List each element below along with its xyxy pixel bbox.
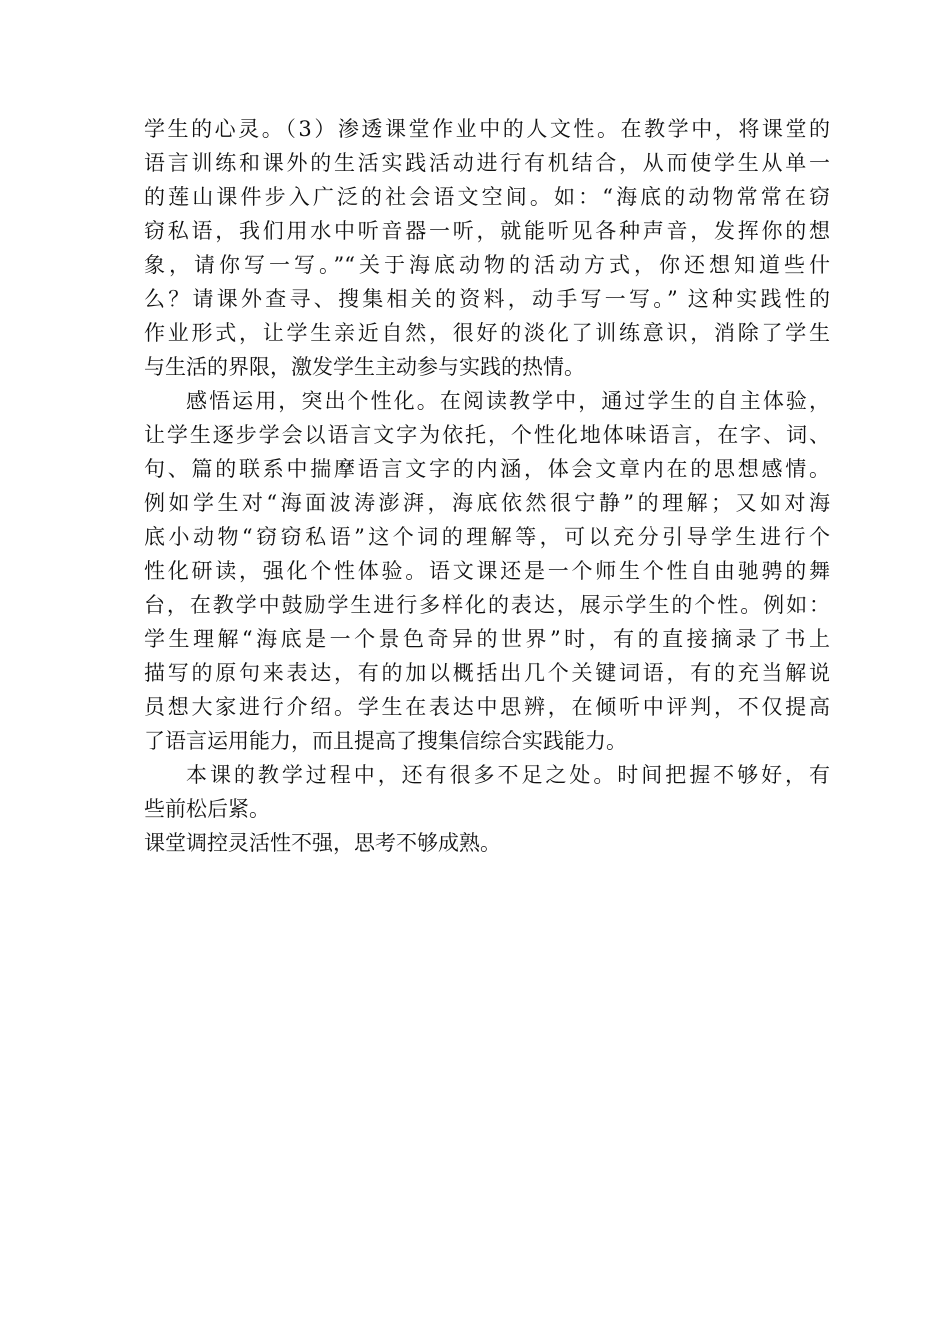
paragraph-classroom-control — [144, 826, 830, 860]
text-line: 作业形式，让学生亲近自然，很好的淡化了训练意识，消除了学生 — [144, 321, 830, 345]
text-line: 员想大家进行介绍。学生在表达中思辨，在倾听中评判，不仅提高 — [144, 695, 830, 719]
text-line: 底小动物“窃窃私语”这个词的理解等，可以充分引导学生进行个 — [144, 525, 830, 549]
text-line: 学生的心灵。（3）渗透课堂作业中的人文性。在教学中，将课堂的 — [144, 117, 830, 141]
text-line: 语言训练和课外的生活实践活动进行有机结合，从而使学生从单一 — [144, 151, 830, 175]
paragraph-personalization — [144, 384, 830, 758]
text-line: 课堂调控灵活性不强，思考不够成熟。 — [144, 831, 501, 855]
paragraph-humanistic-homework — [144, 112, 830, 384]
text-line: 句、篇的联系中揣摩语言文字的内涵，体会文章内在的思想感情。 — [144, 457, 830, 481]
text-line: 本课的教学过程中，还有很多不足之处。时间把握不够好，有 — [186, 763, 830, 787]
text-line: 些前松后紧。 — [144, 797, 270, 821]
text-line: 象，请你写一写。”“关于海底动物的活动方式，你还想知道些什 — [144, 253, 830, 277]
text-line: 么？请课外查寻、搜集相关的资料，动手写一写。” 这种实践性的 — [144, 287, 830, 311]
text-line: 例如学生对“海面波涛澎湃，海底依然很宁静”的理解；又如对海 — [144, 491, 830, 515]
text-line: 的莲山课件步入广泛的社会语文空间。如：“海底的动物常常在窃 — [144, 185, 830, 209]
text-line: 学生理解“海底是一个景色奇异的世界”时，有的直接摘录了书上 — [144, 627, 830, 651]
paragraph-shortcomings — [144, 758, 830, 826]
text-line: 性化研读，强化个性体验。语文课还是一个师生个性自由驰骋的舞 — [144, 559, 830, 583]
text-line: 感悟运用，突出个性化。在阅读教学中，通过学生的自主体验， — [186, 389, 830, 413]
document-body — [144, 112, 830, 860]
text-line: 了语言运用能力，而且提高了搜集信综合实践能力。 — [144, 729, 627, 753]
text-line: 与生活的界限，激发学生主动参与实践的热情。 — [144, 355, 585, 379]
text-line: 台，在教学中鼓励学生进行多样化的表达，展示学生的个性。例如： — [144, 593, 830, 617]
text-line: 窃私语，我们用水中听音器一听，就能听见各种声音，发挥你的想 — [144, 219, 830, 243]
text-line: 让学生逐步学会以语言文字为依托，个性化地体味语言，在字、词、 — [144, 423, 830, 447]
text-line: 描写的原句来表达，有的加以概括出几个关键词语，有的充当解说 — [144, 661, 830, 685]
